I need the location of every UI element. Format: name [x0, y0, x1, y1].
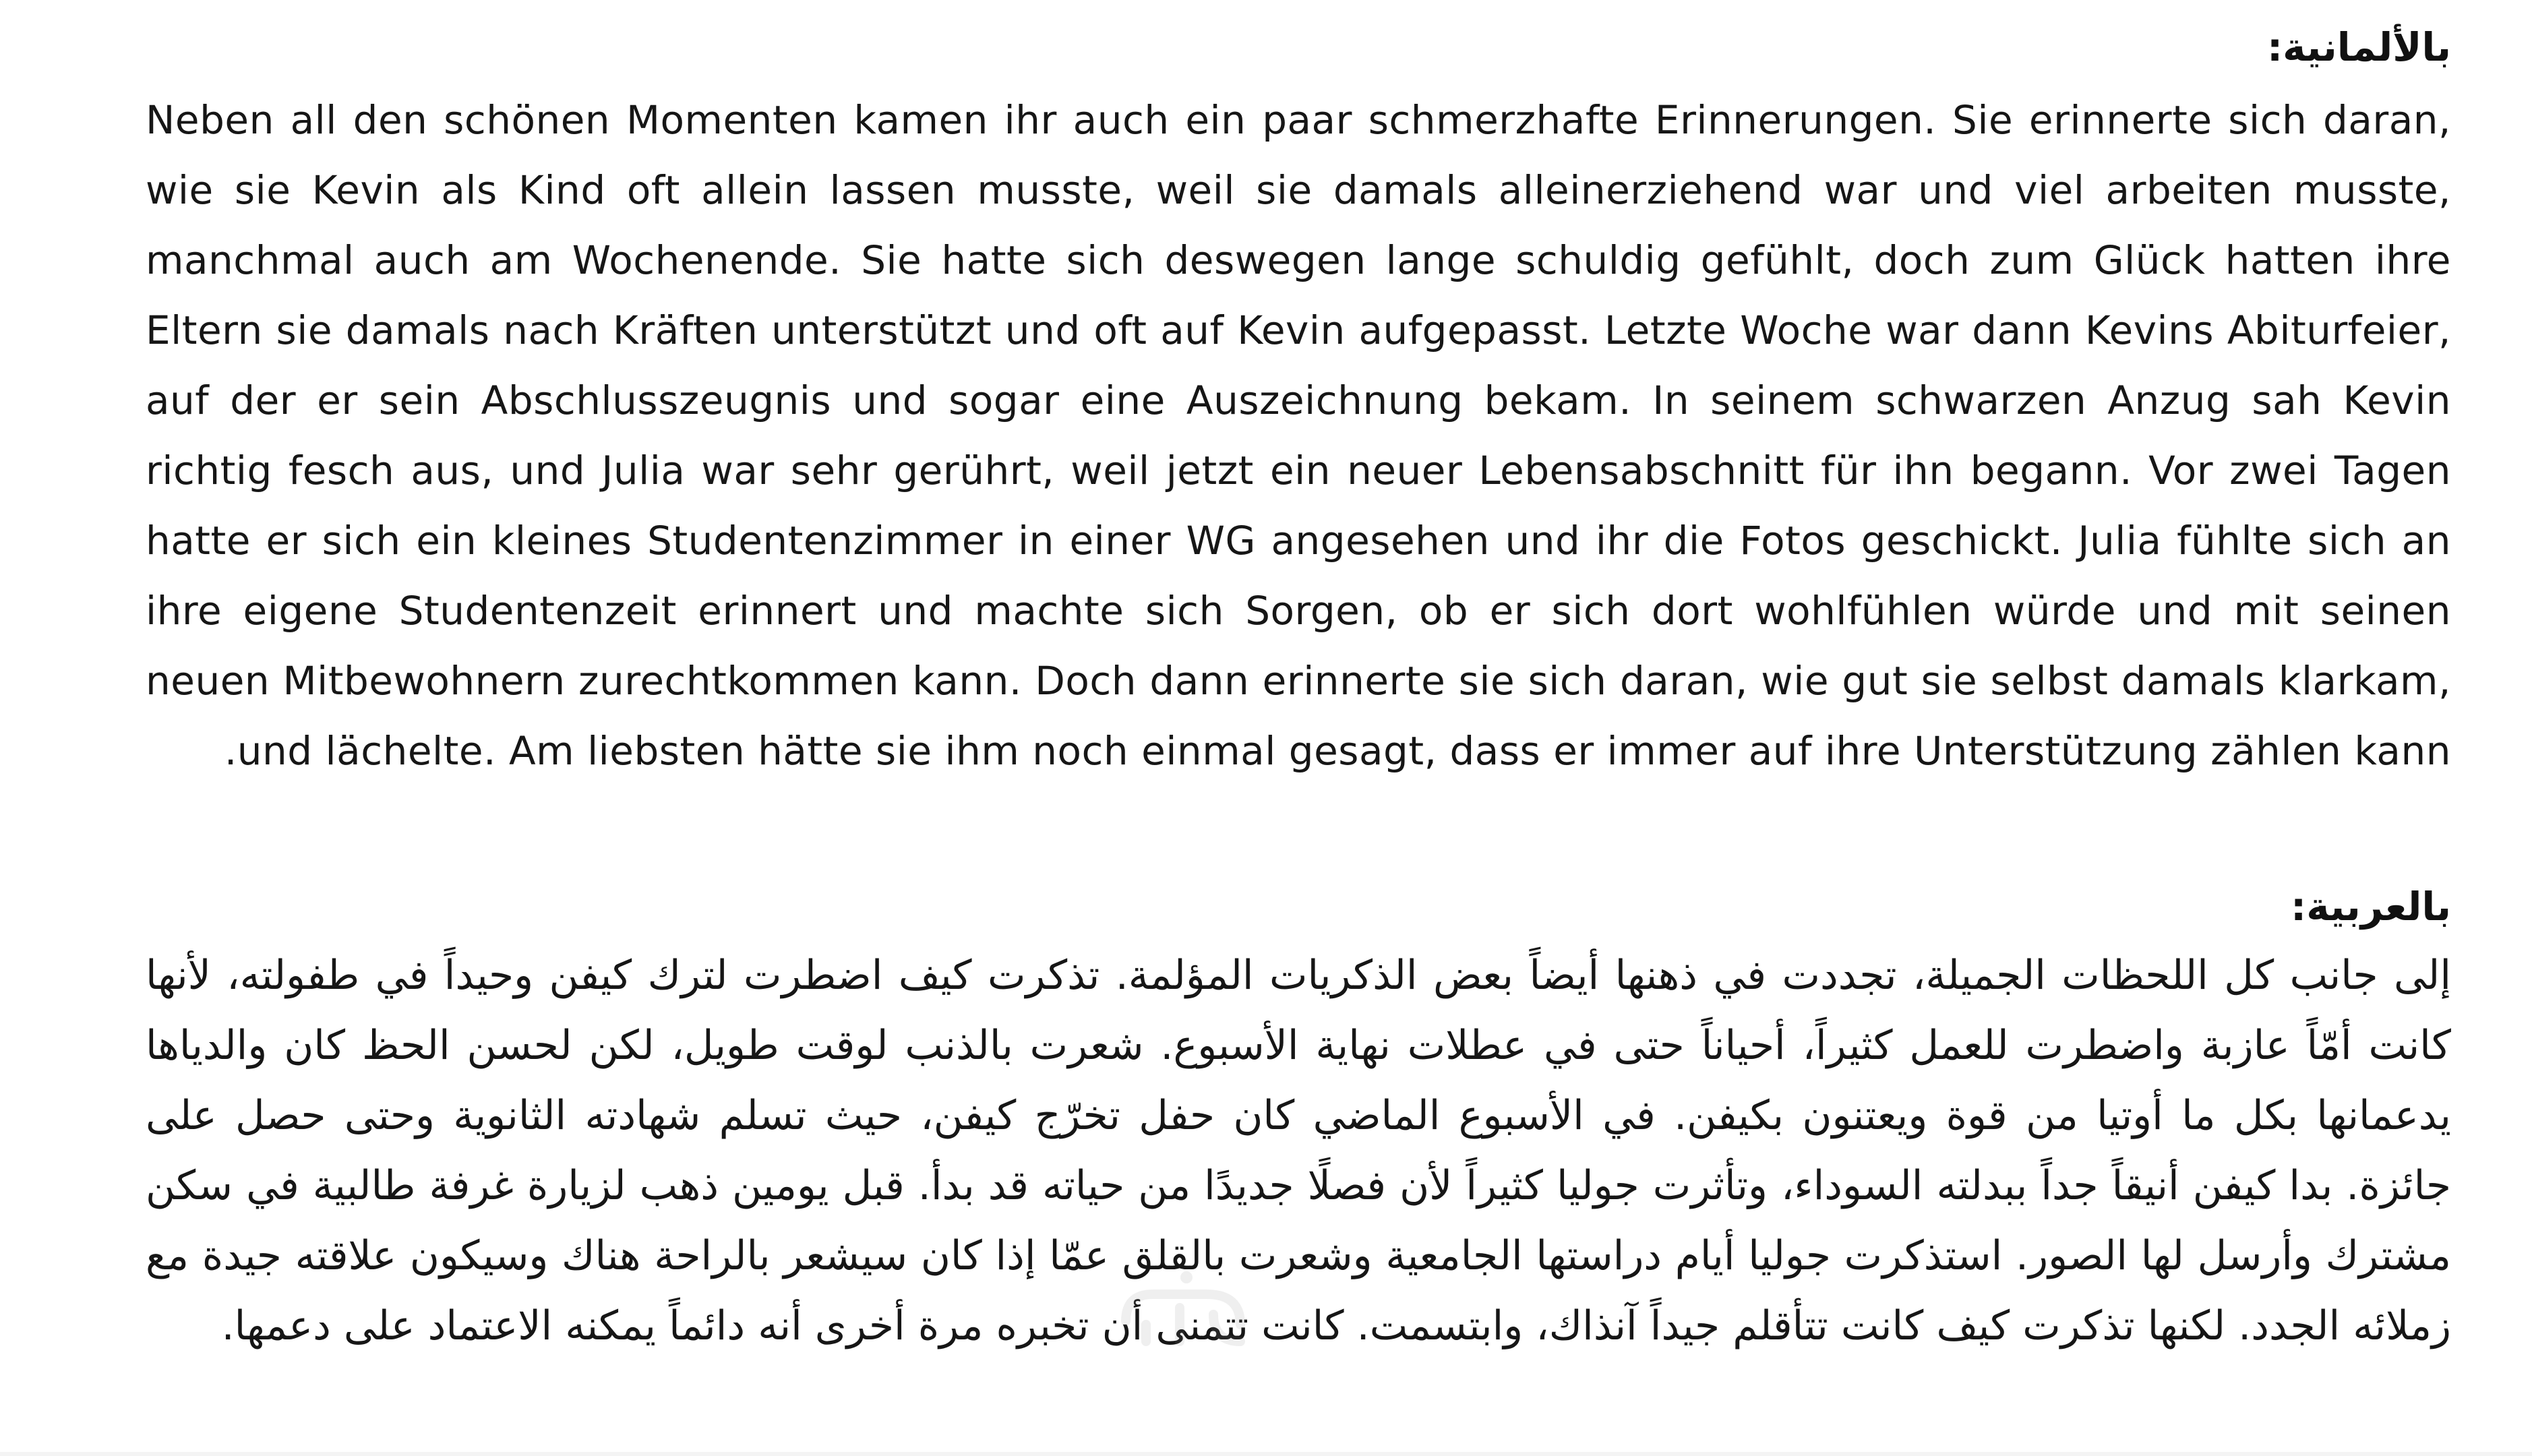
arabic-section-heading: بالعربية: — [2291, 884, 2451, 930]
german-section-heading: بالألمانية: — [2266, 24, 2451, 70]
german-paragraph: Neben all den schönen Momenten kamen ihr auch ein paar schmerzhafte Erinnerungen. Sie erinnerte sich daran, wie sie Kevin als Kind oft allein lassen musste, weil sie damals alleinerziehend war und viel arbeiten musste, manchmal auch am Wochenende. Sie hatte sich deswegen lange schuldig gefühlt, doch zum Glück hatten ihre Eltern sie damals nach Kräften unterstützt und oft auf Kevin aufgepasst. Letzte Woche war dann Kevins Abiturfeier, auf der er sein Abschlusszeugnis und sogar eine Auszeichnung bekam. In seinem schwarzen Anzug sah Kevin richtig fesch aus, und Julia war sehr gerührt, weil jetzt ein neuer Lebensabschnitt für ihn begann. Vor zwei Tagen hatte er sich ein kleines Studentenzimmer in einer WG angesehen und ihr die Fotos geschickt. Julia fühlte sich an ihre eigene Studentenzeit erinnert und machte sich Sorgen, ob er sich dort wohlfühlen würde und mit seinen neuen Mitbewohnern zurechtkommen kann. Doch dann erinnerte sie sich daran, wie gut sie selbst damals klarkam, und lächelte. Am liebsten hätte sie ihm noch einmal gesagt, dass er immer auf ihre Unterstützung zählen kann. — [146, 97, 2451, 774]
page-bottom-edge — [0, 1452, 2532, 1456]
arabic-paragraph: إلى جانب كل اللحظات الجميلة، تجددت في ذهنها أيضاً بعض الذكريات المؤلمة. تذكرت كيف اضطرت لترك كيفن وحيداً في طفولته، لأنها كانت أمّاً عازبة واضطرت للعمل كثيراً، أحياناً حتى في عطلات نهاية الأسبوع. شعرت بالذنب لوقت طويل، لكن لحسن الحظ كان والدياها يدعمانها بكل ما أوتيا من قوة ويعتنون بكيفن. في الأسبوع الماضي كان حفل تخرّج كيفن، حيث تسلم شهادته الثانوية وحتى حصل على جائزة. بدا كيفن أنيقاً جداً ببدلته السوداء، وتأثرت جوليا كثيراً لأن فصلًا جديدًا من حياته قد بدأ. قبل يومين ذهب لزيارة غرفة طالبية في سكن مشترك وأرسل لها الصور. استذكرت جوليا أيام دراستها الجامعية وشعرت بالقلق عمّا إذا كان سيشعر بالراحة هناك وسيكون علاقته جيدة مع زملائه الجدد. لكنها تذكرت كيف كانت تتأقلم جيداً آنذاك، وابتسمت. كانت تتمنى أن تخبره مرة أخرى أنه دائماً يمكنه الاعتماد على دعمها. — [146, 952, 2451, 1349]
